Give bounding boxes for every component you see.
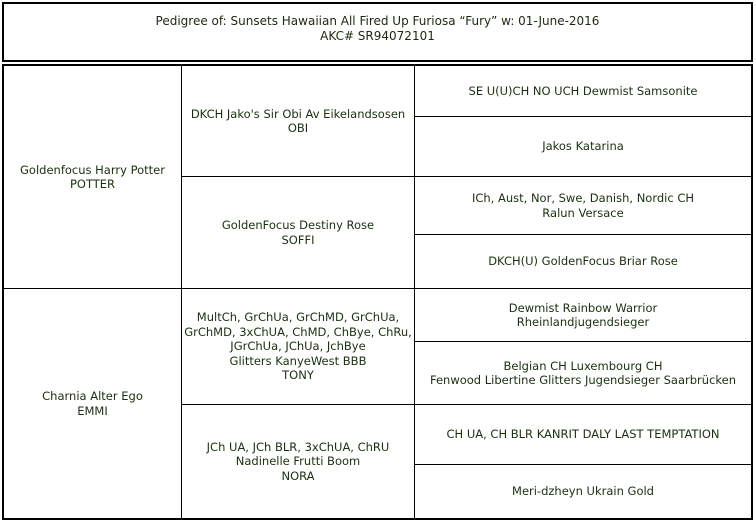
great-grandsire-1-cell <box>415 66 751 116</box>
great-granddam-4-cell <box>415 465 751 518</box>
great-grandsire-4-name: CH UA, CH BLR KANRIT DALY LAST TEMPTATION <box>446 427 720 442</box>
great-grandsire-4-cell <box>415 405 751 464</box>
great-granddam-1-name: Jakos Katarina <box>542 139 624 154</box>
dam-dam-cell <box>182 405 414 518</box>
great-grandsire-2-titles: ICh, Aust, Nor, Swe, Danish, Nordic CH <box>471 191 695 205</box>
dam-sire-titles: GrChMD, 3xChUA, ChMD, ChBye, ChRu, <box>184 324 412 339</box>
dam-sire-cell <box>182 289 414 404</box>
great-granddam-2-name: DKCH(U) GoldenFocus Briar Rose <box>488 254 678 269</box>
sire-dam-name: GoldenFocus Destiny Rose <box>221 218 375 232</box>
great-granddam-1-cell <box>415 117 751 176</box>
great-grandsire-3-title: Rheinlandjugendsieger <box>516 315 650 329</box>
dam-sire-name: Glitters KanyeWest BBB <box>229 353 367 368</box>
great-grandsire-2-name: Ralun Versace <box>542 205 624 220</box>
dam-name: Charnia Alter Ego <box>42 389 143 403</box>
dam-sire-titles: MultCh, GrChUa, GrChMD, GrChUa, <box>196 310 400 325</box>
sire-cell <box>4 66 181 288</box>
sire-sire-call-name: OBI <box>287 121 309 135</box>
pedigree-table <box>2 64 753 520</box>
sire-dam-call-name: SOFFI <box>281 232 315 247</box>
dam-cell <box>4 289 181 518</box>
great-granddam-4-name: Meri-dzheyn Ukrain Gold <box>512 484 654 499</box>
dam-call-name: EMMI <box>77 403 108 418</box>
header-akc-number: AKC# SR94072101 <box>320 29 435 43</box>
pedigree-header <box>2 2 753 62</box>
dam-dam-call-name: NORA <box>281 468 315 483</box>
sire-name: Goldenfocus Harry Potter <box>20 162 165 177</box>
dam-sire-call-name: TONY <box>282 368 314 383</box>
great-grandsire-2-cell <box>415 177 751 234</box>
dam-dam-name: Nadinelle Frutti Boom <box>235 454 361 469</box>
great-granddam-3-cell <box>415 342 751 404</box>
great-grandsire-1-name: SE U(U)CH NO UCH Dewmist Samsonite <box>468 83 698 98</box>
great-granddam-3-titles: Belgian CH Luxembourg CH <box>503 358 663 373</box>
header-title: Pedigree of: Sunsets Hawaiian All Fired Up Furiosa “Fury” w: 01-June-2016 <box>155 14 600 28</box>
sire-sire-name: DKCH Jako's Sir Obi Av Eikelandsosen <box>190 106 406 121</box>
dam-sire-titles: JGrChUa, JChUa, JchBye <box>230 339 366 354</box>
great-granddam-3-name: Fenwood Libertine Glitters Jugendsieger Saarbrücken <box>429 373 737 387</box>
great-grandsire-3-name: Dewmist Rainbow Warrior <box>508 300 658 315</box>
sire-call-name: POTTER <box>69 177 116 191</box>
dam-dam-titles: JCh UA, JCh BLR, 3xChUA, ChRU <box>206 439 390 454</box>
sire-dam-cell <box>182 177 414 288</box>
great-granddam-2-cell <box>415 235 751 288</box>
great-grandsire-3-cell <box>415 289 751 341</box>
sire-sire-cell <box>182 66 414 176</box>
